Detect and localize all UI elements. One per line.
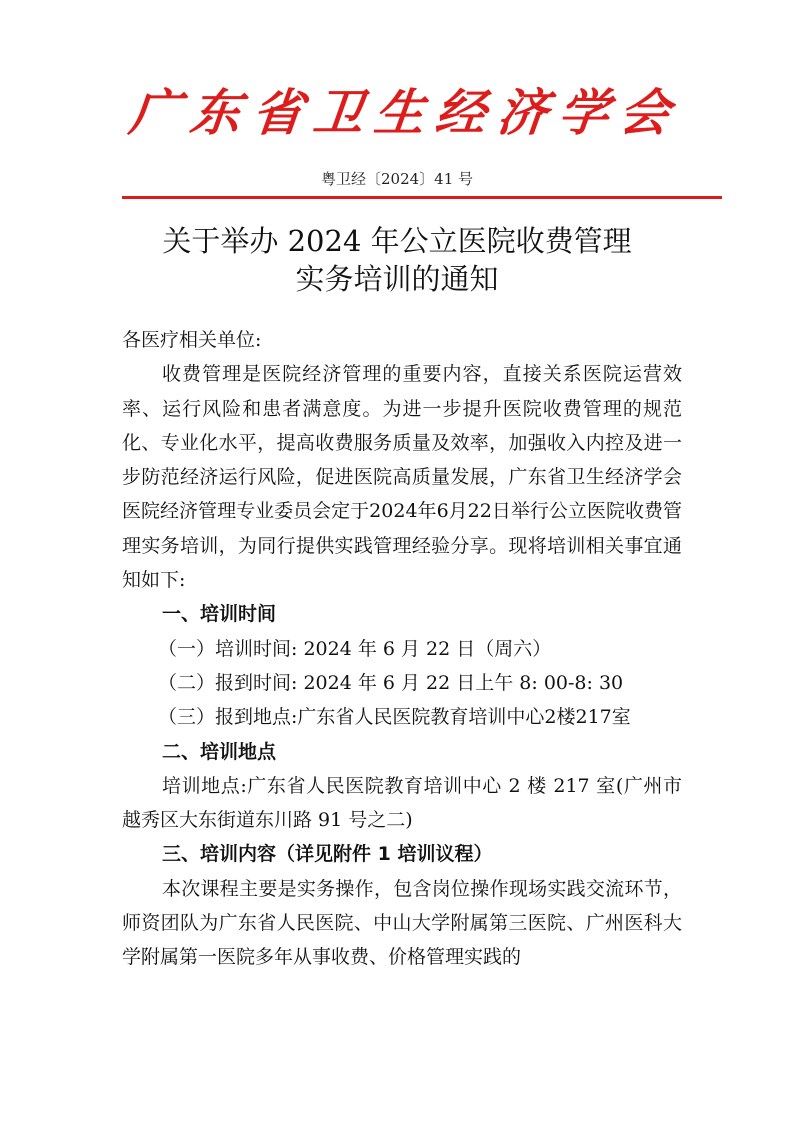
section-3-text: 本次课程主要是实务操作，包含岗位操作现场实践交流环节，师资团队为广东省人民医院、中山大学附属第三医院、广州医科大学附属第一医院多年从事收费、价格管理实践的 (122, 877, 682, 969)
masthead-char: 学 (555, 84, 612, 142)
section-1-heading: 一、培训时间 (162, 603, 277, 626)
intro-paragraph: 收费管理是医院经济管理的重要内容，直接关系医院运营效率、运行风险和患者满意度。为进一步提升医院收费管理的规范化、专业化水平，提高收费服务质量及效率，加强收入内控及进一步防范经济运行风险，促进医院高质量发展，广东省卫生经济学会医院经济管理专业委员会定于2024年6月22日举行公立医院收费管理实务培训，为同行提供实践管理经验分享。现将培训相关事宜通知如下: (122, 363, 682, 592)
document-body (122, 323, 682, 975)
section-1-item-3: （三）报到地点:广东省人民医院教育培训中心2楼217室 (158, 706, 631, 729)
masthead-char: 生 (371, 84, 428, 142)
masthead-char: 会 (616, 84, 673, 142)
title-line-1: 关于举办 2024 年公立医院收费管理 (162, 224, 632, 258)
section-1-item-1: （一）培训时间: 2024 年 6 月 22 日（周六） (158, 637, 552, 660)
masthead-char: 卫 (310, 84, 367, 142)
document-number: 粤卫经〔2024〕41 号 (320, 170, 474, 188)
section-2-text: 培训地点:广东省人民医院教育培训中心 2 楼 217 室(广州市越秀区大东街道东川路 91 号之二) (122, 774, 682, 832)
masthead-logo (126, 78, 673, 142)
header-divider (122, 196, 722, 199)
section-3-heading: 三、培训内容（详见附件 1 培训议程） (162, 843, 493, 866)
salutation: 各医疗相关单位: (122, 329, 262, 351)
masthead-char: 东 (187, 84, 244, 142)
masthead-char: 省 (249, 84, 306, 142)
document-title (0, 222, 794, 298)
section-1-item-2: （二）报到时间: 2024 年 6 月 22 日上午 8: 00-8: 30 (158, 671, 624, 694)
masthead-char: 济 (494, 84, 551, 142)
section-2-heading: 二、培训地点 (162, 740, 277, 763)
masthead-char: 广 (126, 84, 183, 142)
title-line-2: 实务培训的通知 (295, 262, 499, 296)
masthead-char: 经 (432, 84, 489, 142)
